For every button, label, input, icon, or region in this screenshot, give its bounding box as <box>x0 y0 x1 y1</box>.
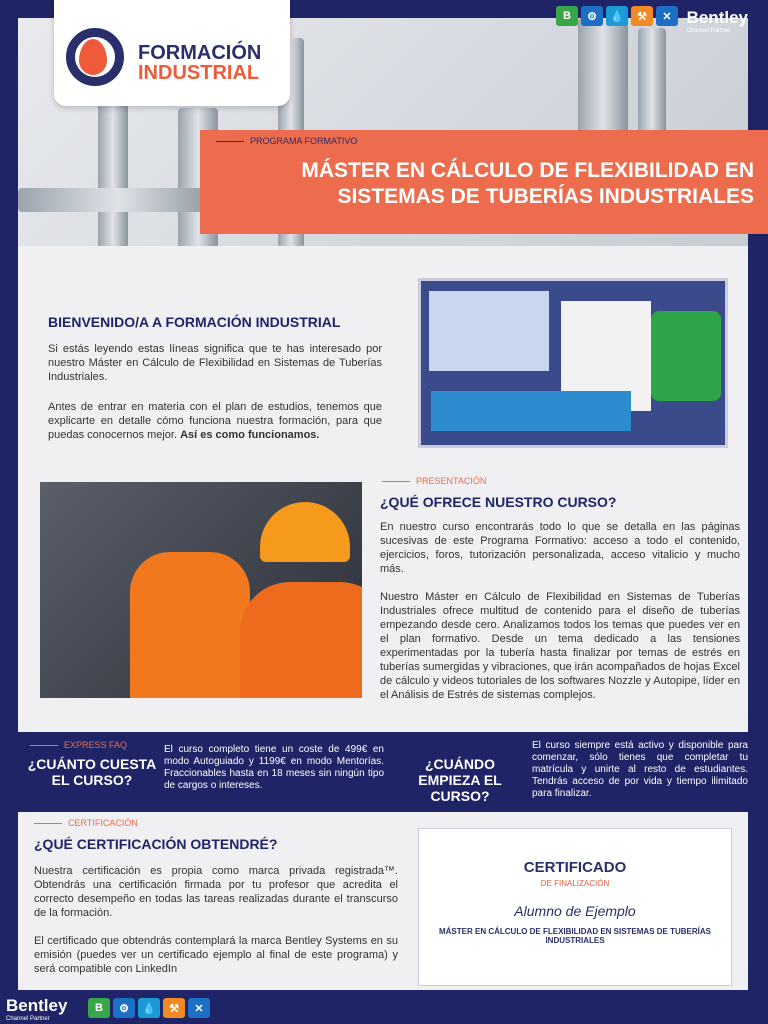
water-icon: 💧 <box>606 6 628 26</box>
faq-answer-2: El curso siempre está activo y disponible para comenzar, sólo tienes que completar tu matrícula y unirte al resto de estudiantes. Tendrás acceso de por vida y tiempo ilimitado para finalizar. <box>532 740 748 799</box>
bentley-logo-bottom: Bentley Channel Partner <box>6 996 68 1022</box>
wrench-icon: ✕ <box>188 998 210 1018</box>
logo[interactable] <box>54 0 290 106</box>
bentley-b-icon: B <box>88 998 110 1018</box>
offer-text-1: En nuestro curso encontrarás todo lo que se detalla en las páginas sucesivas de este Programa Formativo: acceso a todo el contenido, ejercicios, foros, tutorización personalizada, acceso vitalicio y mucho más. <box>380 521 740 575</box>
page-title: MÁSTER EN CÁLCULO DE FLEXIBILIDAD EN SISTEMAS DE TUBERÍAS INDUSTRIALES <box>301 159 754 208</box>
logo-line2: INDUSTRIAL <box>138 62 260 84</box>
certification-text-1: Nuestra certificación es propia como marca privada registrada™. Obtendrás una certificación firmada por tu profesor que acredita el correcto desempeño en todas las tareas realizadas durante el transcurso de la formación. <box>34 865 398 919</box>
software-screenshot <box>418 278 728 448</box>
bentley-b-icon: B <box>556 6 578 26</box>
offer-title: ¿QUÉ OFRECE NUESTRO CURSO? <box>380 494 617 510</box>
tools-icon: ⚒ <box>631 6 653 26</box>
tools-icon: ⚒ <box>163 998 185 1018</box>
workers-photo <box>40 482 362 698</box>
certification-label: CERTIFICACIÓN <box>34 818 138 828</box>
faq-label: EXPRESS FAQ <box>30 740 127 750</box>
faq-question-1: ¿CUÁNTO CUESTA EL CURSO? <box>27 756 157 788</box>
offer-text-2: Nuestro Máster en Cálculo de Flexibilidad en Sistemas de Tuberías Industriales ofrece multitud de contenido para el diseño de tuberías empezando desde cero. Analizamos todos los temas que puedes ver en el plan formativo. Desde un tema dedicado a las tensiones experimentadas por la tubería hasta finalizar por temas de estrés en tuberías sumergidas y vibraciones, que irán acompañados de hojas Excel de cálculo y videos tutoriales de los softwares Nozzle y Autopipe, líder en el Análisis de Estrés de sistemas complejos. <box>380 591 740 701</box>
bottom-badges <box>88 998 210 1018</box>
software-badges <box>556 6 678 26</box>
welcome-text-1: Si estás leyendo estas líneas significa que te has interesado por nuestro Máster en Cálculo de Flexibilidad en Sistemas de Tuberías Industriales. <box>48 343 382 383</box>
program-label: PROGRAMA FORMATIVO <box>216 136 357 146</box>
faq-answer-1: El curso completo tiene un coste de 499€ en modo Autoguiado y 1199€ en modo Mentorías. Fraccionables hasta en 18 meses sin ningún tipo de cargos o intereses. <box>164 744 384 791</box>
bentley-logo: Bentley Channel Partner <box>686 8 748 34</box>
water-icon: 💧 <box>138 998 160 1018</box>
logo-line1: FORMACIÓN <box>138 42 262 64</box>
welcome-title: BIENVENIDO/A A FORMACIÓN INDUSTRIAL <box>48 314 341 330</box>
presentation-label: PRESENTACIÓN <box>382 476 486 486</box>
faq-question-2: ¿CUÁNDO EMPIEZA EL CURSO? <box>418 756 502 804</box>
certificate-image: CERTIFICADO DE FINALIZACIÓN Alumno de Ejemplo MÁSTER EN CÁLCULO DE FLEXIBILIDAD EN SISTEMAS DE TUBERÍAS INDUSTRIALES <box>418 828 732 986</box>
certification-text-2: El certificado que obtendrás contemplará la marca Bentley Systems en su emisión (puedes ver un certificado ejemplo al final de este programa) y será compatible con LinkedIn <box>34 935 398 975</box>
wrench-icon: ✕ <box>656 6 678 26</box>
certification-title: ¿QUÉ CERTIFICACIÓN OBTENDRÉ? <box>34 836 278 852</box>
welcome-text-2: Antes de entrar en materia con el plan de estudios, tenemos que explicarte en detalle cómo funciona nuestra formación, para que puedas conocernos mejor. Así es como funcionamos. <box>48 401 382 441</box>
autopipe-icon: ⚙ <box>113 998 135 1018</box>
autopipe-icon: ⚙ <box>581 6 603 26</box>
gear-logo-icon <box>66 28 124 86</box>
